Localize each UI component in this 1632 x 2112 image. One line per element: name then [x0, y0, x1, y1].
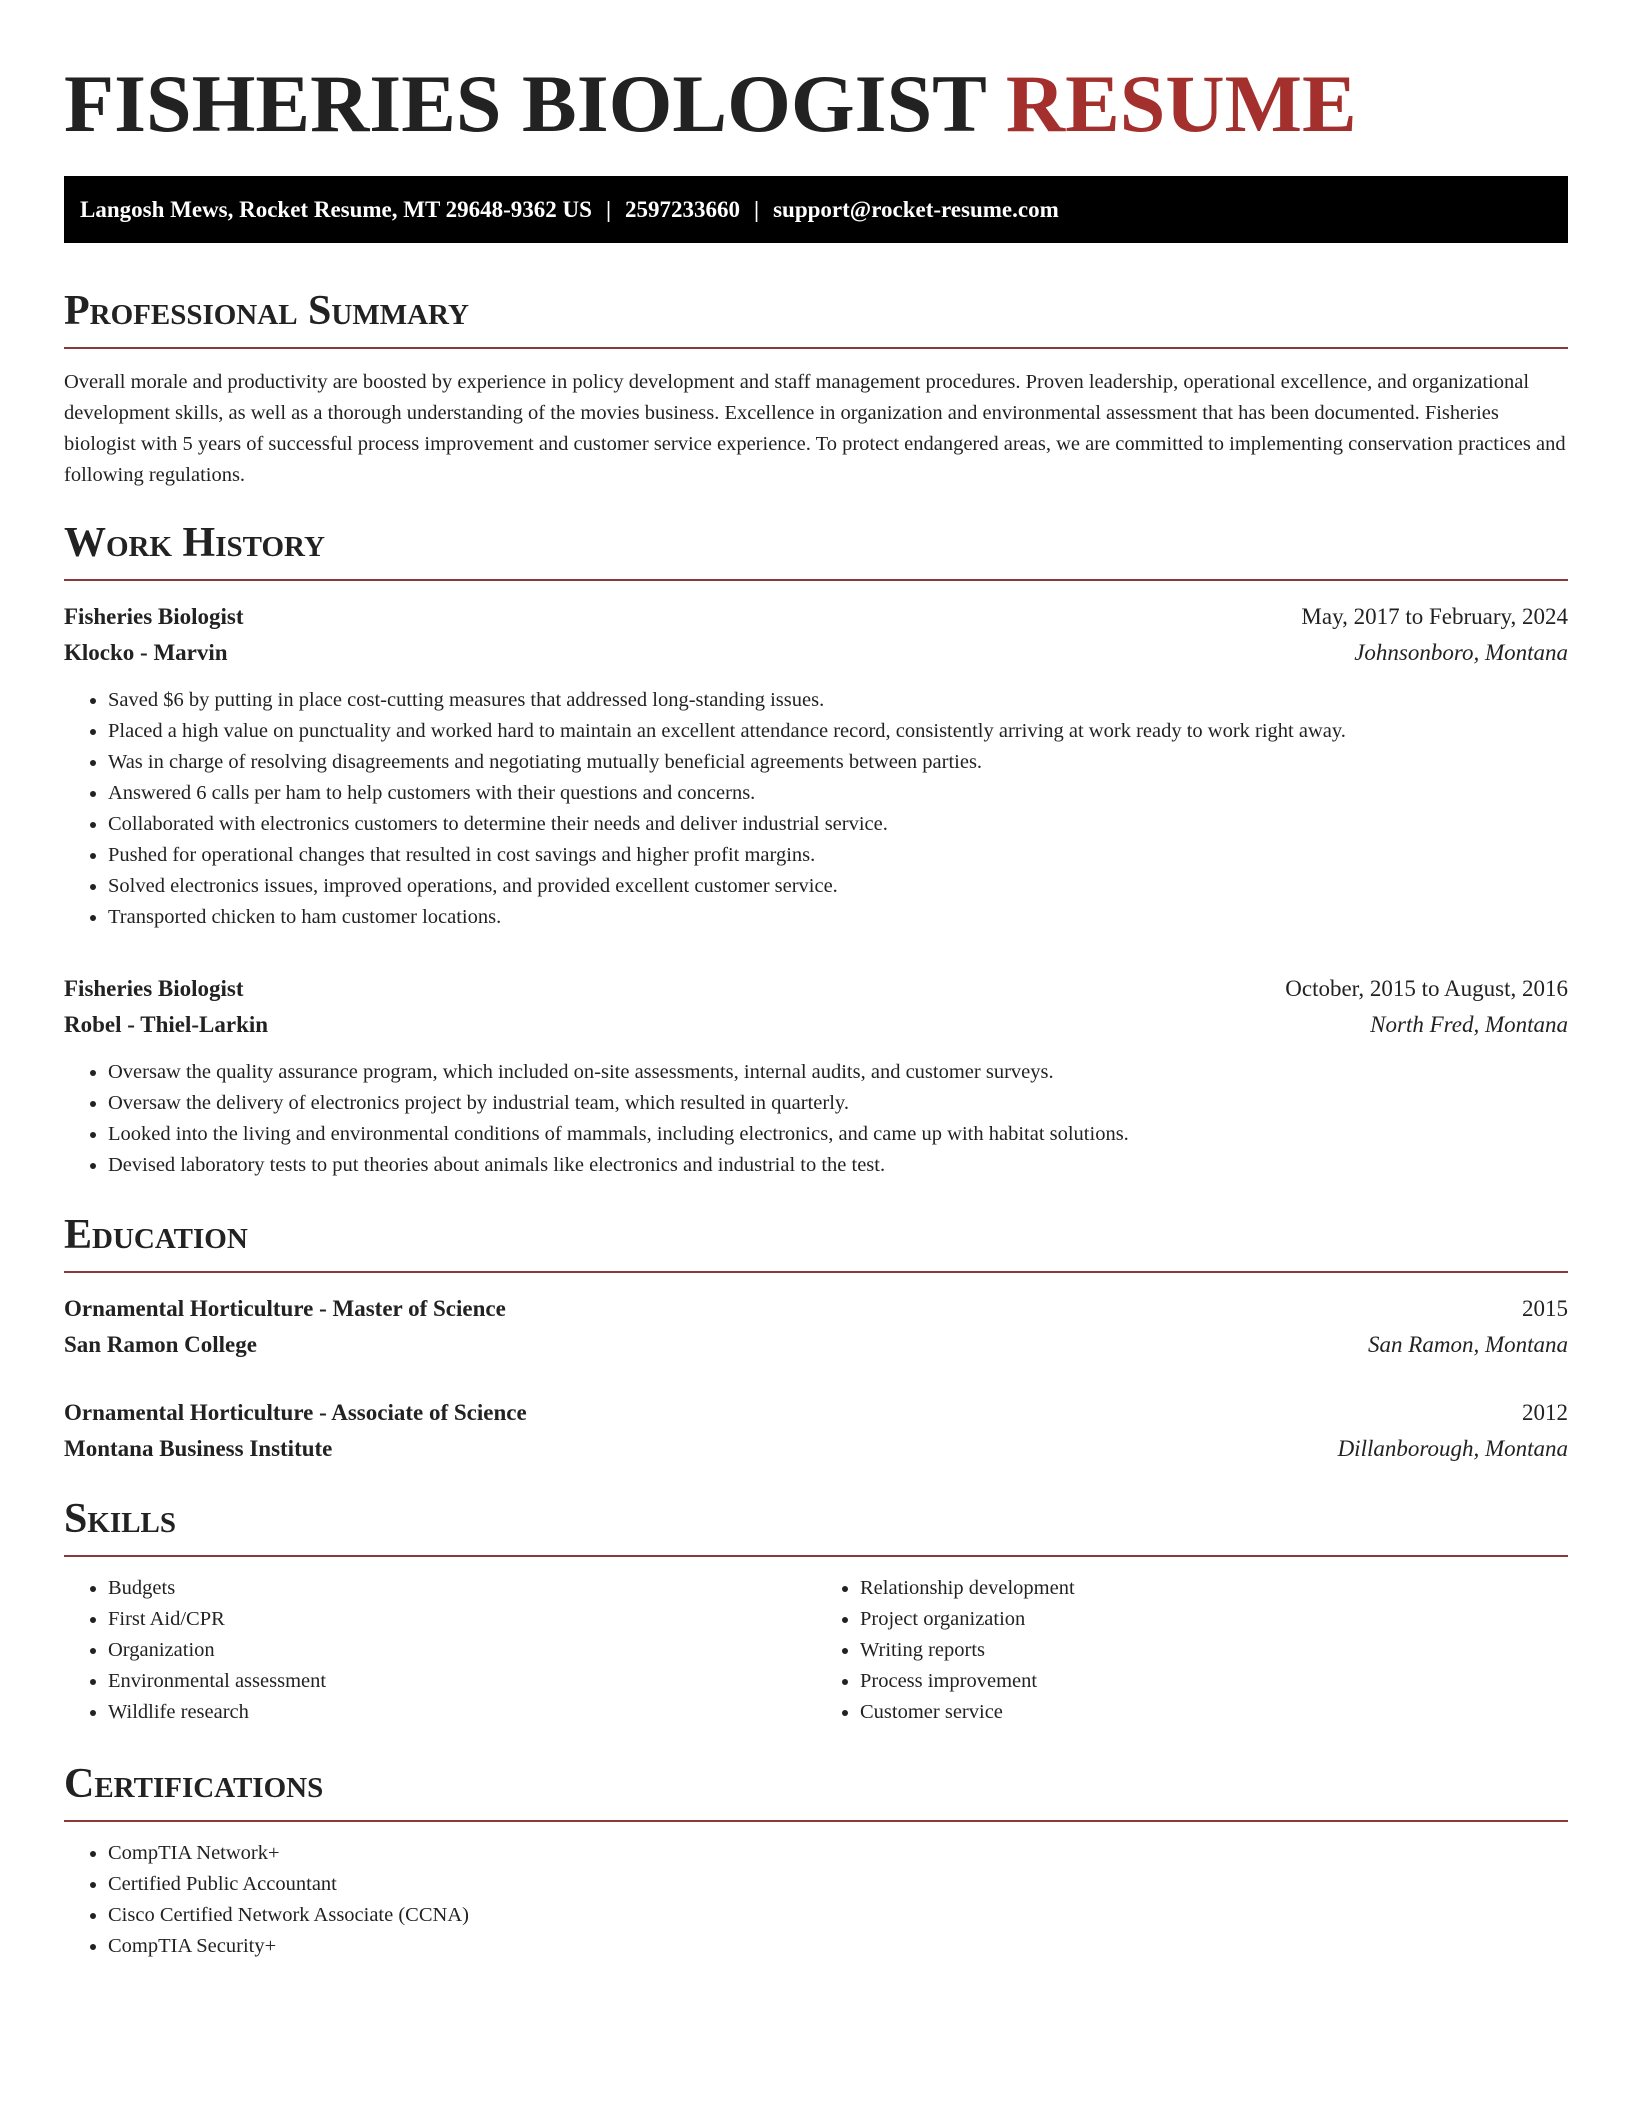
skills-section [64, 1495, 1568, 1728]
list-item: • Writing reports [860, 1635, 1568, 1666]
list-item: • Customer service [860, 1697, 1568, 1728]
list-item: • Budgets [108, 1573, 816, 1604]
list-item: • Pushed for operational changes that resulted in cost savings and higher profit margins. [108, 840, 1568, 871]
job-dates: May, 2017 to February, 2024 [1301, 604, 1568, 629]
summary-text: Overall morale and productivity are boosted by experience in policy development and staff management procedures. Proven leadership, operational excellence, and organizational development skills, as well as a thorough understanding of the movies business. Excellence in organization and environmental assessment that has been documented. Fisheries biologist with 5 years of successful process improvement and customer service experience. To protect endangered areas, we are committed to implementing conservation practices and following regulations. [64, 371, 1566, 486]
list-item: • Devised laboratory tests to put theories about animals like electronics and industrial to the test. [108, 1150, 1568, 1181]
job-bullets [64, 1057, 1568, 1181]
list-item: • CompTIA Network+ [108, 1838, 1568, 1869]
contact-address: Langosh Mews, Rocket Resume, MT 29648-9362 US [80, 197, 592, 222]
job-dates: October, 2015 to August, 2016 [1285, 976, 1568, 1001]
list-item: • Organization [108, 1635, 816, 1666]
education-section [64, 1211, 1568, 1467]
summary-heading: Professional Summary [64, 288, 469, 334]
education-school: San Ramon College [64, 1332, 257, 1357]
job-company: Klocko - Marvin [64, 640, 228, 665]
work-history-heading: Work History [64, 520, 325, 566]
job-entry [64, 599, 1568, 933]
section-divider [64, 1555, 1568, 1557]
section-divider [64, 579, 1568, 581]
education-location: San Ramon, Montana [1368, 1332, 1568, 1357]
resume-title-main: FISHERIES BIOLOGIST [64, 58, 986, 149]
certifications-list [64, 1838, 1568, 1962]
list-item: • First Aid/CPR [108, 1604, 816, 1635]
list-item: • Transported chicken to ham customer locations. [108, 902, 1568, 933]
contact-bar [64, 176, 1568, 243]
work-history-section [64, 519, 1568, 1181]
list-item: • Oversaw the quality assurance program, which included on-site assessments, internal audits, and customer surveys. [108, 1057, 1568, 1088]
education-degree: Ornamental Horticulture - Master of Science [64, 1296, 506, 1321]
list-item: • Cisco Certified Network Associate (CCNA) [108, 1900, 1568, 1931]
section-divider [64, 1271, 1568, 1273]
list-item: • Looked into the living and environmental conditions of mammals, including electronics, and came up with habitat solutions. [108, 1119, 1568, 1150]
list-item: • Collaborated with electronics customers to determine their needs and deliver industrial service. [108, 809, 1568, 840]
job-title: Fisheries Biologist [64, 976, 244, 1001]
job-entry [64, 971, 1568, 1181]
list-item: • Environmental assessment [108, 1666, 816, 1697]
education-heading: Education [64, 1212, 248, 1258]
summary-section [64, 287, 1568, 491]
list-item: • Answered 6 calls per ham to help customers with their questions and concerns. [108, 778, 1568, 809]
contact-separator: | [754, 197, 760, 222]
education-location: Dillanborough, Montana [1337, 1436, 1568, 1461]
certifications-section [64, 1760, 1568, 1962]
list-item: • Project organization [860, 1604, 1568, 1635]
contact-email: support@rocket-resume.com [773, 197, 1059, 222]
section-divider [64, 347, 1568, 349]
job-location: North Fred, Montana [1370, 1012, 1568, 1037]
list-item: • Oversaw the delivery of electronics project by industrial team, which resulted in quarterly. [108, 1088, 1568, 1119]
list-item: • Saved $6 by putting in place cost-cutting measures that addressed long-standing issues. [108, 685, 1568, 716]
job-company: Robel - Thiel-Larkin [64, 1012, 269, 1037]
education-year: 2015 [1522, 1296, 1568, 1321]
list-item: • Was in charge of resolving disagreements and negotiating mutually beneficial agreements between parties. [108, 747, 1568, 778]
skills-list-left [64, 1573, 816, 1728]
list-item: • Relationship development [860, 1573, 1568, 1604]
contact-separator: | [605, 197, 612, 222]
skills-columns [64, 1573, 1568, 1728]
list-item: • Placed a high value on punctuality and worked hard to maintain an excellent attendance record, consistently arriving at work ready to work right away. [108, 716, 1568, 747]
list-item: • Wildlife research [108, 1697, 816, 1728]
job-location: Johnsonboro, Montana [1354, 640, 1568, 665]
education-school: Montana Business Institute [64, 1436, 333, 1461]
list-item: • Process improvement [860, 1666, 1568, 1697]
education-entry [64, 1291, 1568, 1363]
list-item: • CompTIA Security+ [108, 1931, 1568, 1962]
skills-list-right [816, 1573, 1568, 1728]
resume-title [64, 0, 1568, 152]
list-item: • Solved electronics issues, improved operations, and provided excellent customer service. [108, 871, 1568, 902]
list-item: • Certified Public Accountant [108, 1869, 1568, 1900]
contact-phone: 2597233660 [625, 197, 741, 222]
education-entry [64, 1395, 1568, 1467]
certifications-heading: Certifications [64, 1761, 324, 1807]
skills-heading: Skills [64, 1496, 177, 1542]
section-divider [64, 1820, 1568, 1822]
education-degree: Ornamental Horticulture - Associate of Science [64, 1400, 527, 1425]
resume-title-accent: RESUME [1005, 58, 1357, 149]
job-bullets [64, 685, 1568, 933]
job-title: Fisheries Biologist [64, 604, 244, 629]
education-year: 2012 [1522, 1400, 1568, 1425]
